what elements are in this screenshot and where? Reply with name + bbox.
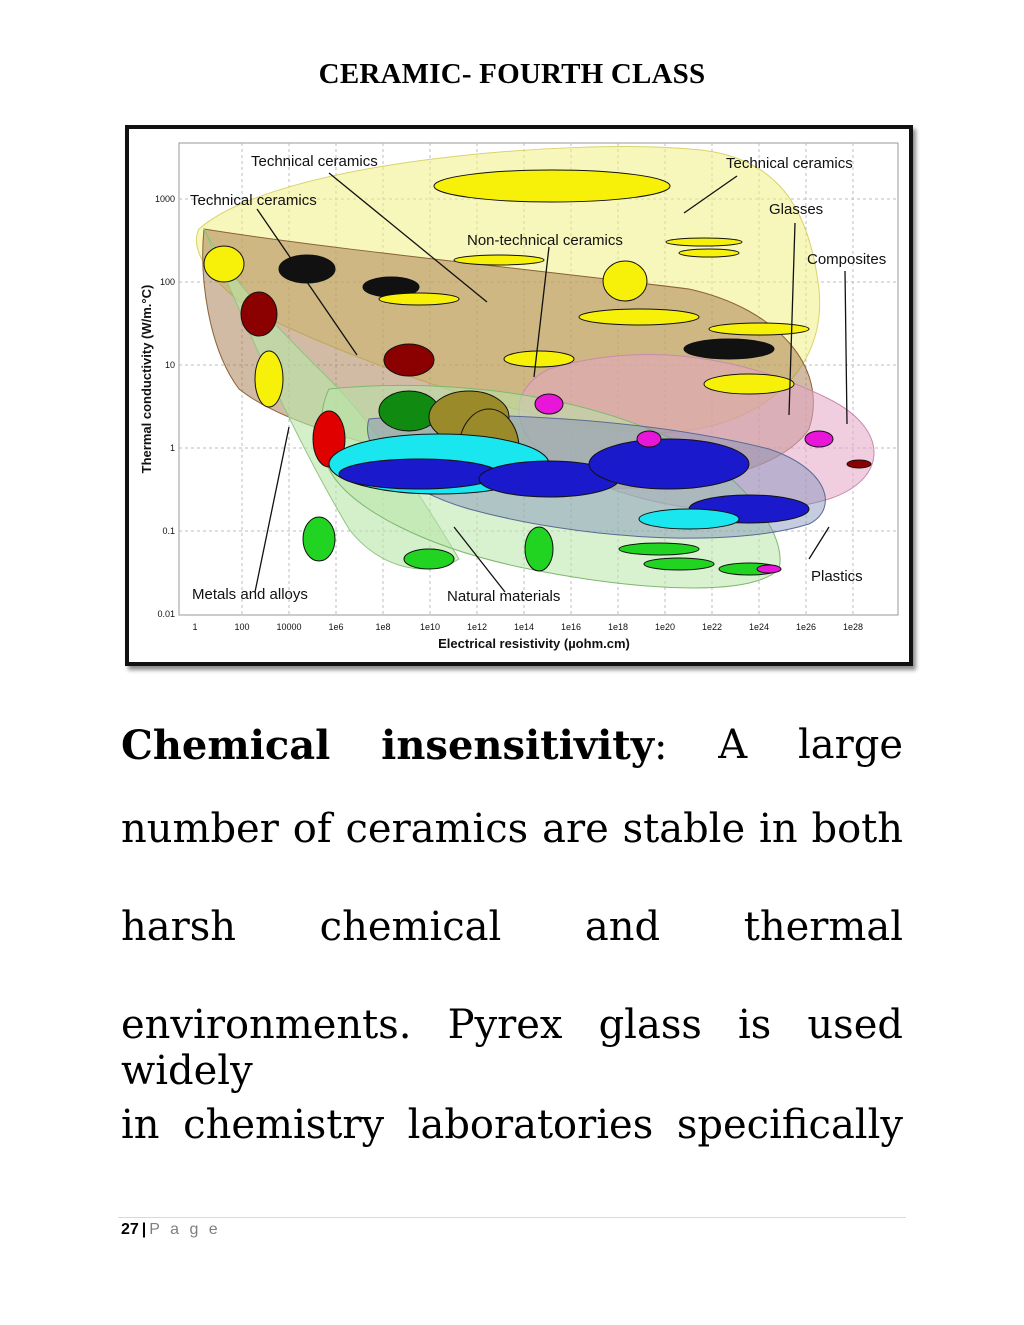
x-tick: 1e16 <box>560 622 582 632</box>
x-tick: 1e10 <box>419 622 441 632</box>
label-technical-ceramics-right: Technical ceramics <box>726 155 853 172</box>
x-tick: 1e8 <box>375 622 391 632</box>
page-number: 27 <box>121 1221 139 1238</box>
y-tick: 0.01 <box>157 609 175 619</box>
y-tick: 100 <box>159 277 175 287</box>
x-tick: 1e20 <box>654 622 676 632</box>
paragraph-line-3: harsh chemical and thermal <box>121 904 903 950</box>
paragraph-line-1 <box>121 722 903 769</box>
page-header: CERAMIC- FOURTH CLASS <box>318 58 706 90</box>
paragraph-line-5: in chemistry laboratories specifically <box>121 1102 903 1148</box>
y-axis-ticks <box>155 194 175 619</box>
footer-separator: | <box>141 1221 147 1238</box>
material-property-chart <box>125 125 913 666</box>
y-tick: 10 <box>164 360 175 370</box>
x-tick: 1e28 <box>842 622 864 632</box>
colon: : <box>654 723 668 769</box>
x-tick: 100 <box>234 622 250 632</box>
y-axis-title: Thermal conductivity (W/m.°C) <box>139 284 154 474</box>
x-tick: 1e26 <box>795 622 817 632</box>
x-tick: 1e24 <box>748 622 770 632</box>
label-composites: Composites <box>807 251 887 268</box>
label-technical-ceramics-top: Technical ceramics <box>251 153 378 170</box>
x-tick: 1e6 <box>328 622 344 632</box>
x-axis-title: Electrical resistivity (µohm.cm) <box>438 636 630 651</box>
term-heading: insensitivity <box>381 722 655 769</box>
word: large <box>797 722 903 768</box>
footer-divider <box>118 1217 906 1218</box>
label-plastics: Plastics <box>811 568 863 585</box>
y-tick: 1 <box>169 443 175 453</box>
x-tick: 1e18 <box>607 622 629 632</box>
word: A <box>718 722 748 768</box>
x-tick: 1 <box>192 622 198 632</box>
label-glasses: Glasses <box>769 201 824 218</box>
y-tick: 1000 <box>154 194 175 204</box>
x-tick: 1e12 <box>466 622 488 632</box>
page-footer <box>121 1221 221 1239</box>
x-tick: 1e14 <box>513 622 535 632</box>
page-label: P a g e <box>149 1221 221 1238</box>
label-technical-ceramics-left: Technical ceramics <box>190 192 317 209</box>
paragraph-line-2: number of ceramics are stable in both <box>121 806 903 852</box>
label-natural-materials: Natural materials <box>447 588 561 605</box>
label-metals-alloys: Metals and alloys <box>192 586 308 603</box>
x-axis-ticks <box>192 622 863 632</box>
label-non-technical-ceramics: Non-technical ceramics <box>467 232 623 249</box>
y-tick: 0.1 <box>162 526 175 536</box>
paragraph-line-4: environments. Pyrex glass is used widely <box>121 1002 903 1094</box>
term-heading: Chemical <box>121 722 331 769</box>
x-tick: 10000 <box>276 622 302 632</box>
x-tick: 1e22 <box>701 622 723 632</box>
